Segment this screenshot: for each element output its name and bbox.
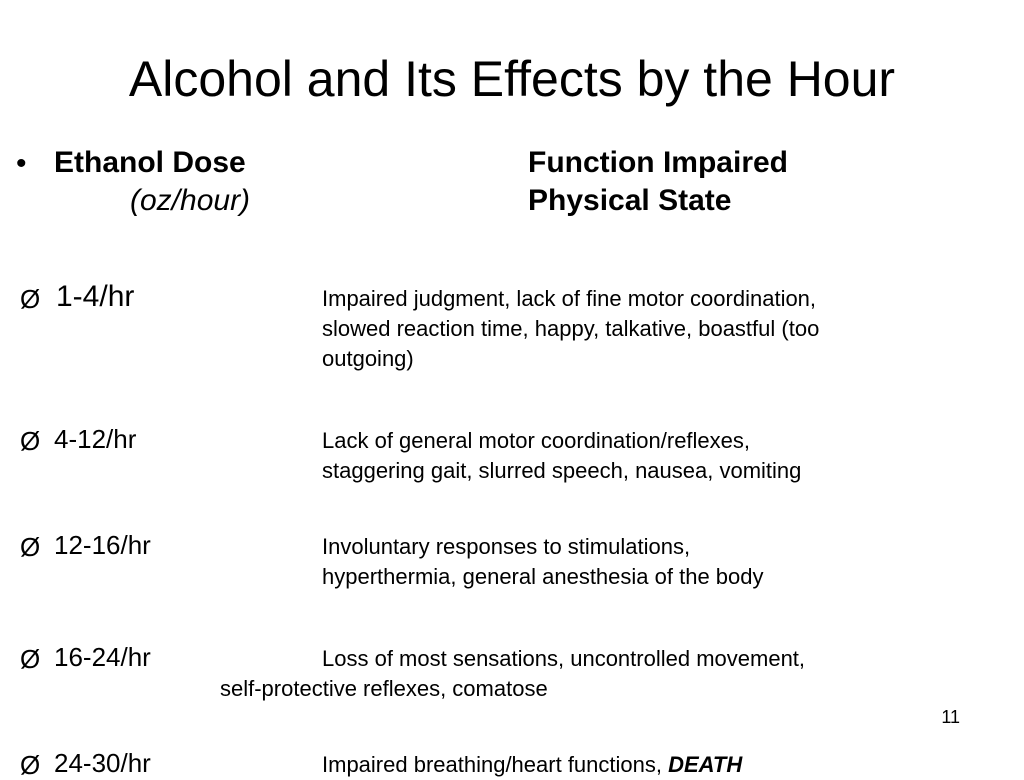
page-number: 11 <box>941 707 960 727</box>
arrow-bullet-icon: Ø <box>20 644 41 674</box>
arrow-bullet-icon: Ø <box>20 284 41 314</box>
effect-line: Involuntary responses to stimulations, <box>322 534 691 559</box>
effect-line: outgoing) <box>322 346 414 371</box>
effect-line: staggering gait, slurred speech, nausea, vomiting <box>322 458 802 483</box>
header-ethanol-dose: Ethanol Dose <box>54 146 246 179</box>
effect-line: Loss of most sensations, uncontrolled movement, <box>322 646 806 671</box>
dose-label: 4-12/hr <box>54 424 137 454</box>
header-function-impaired: Function Impaired <box>528 146 789 179</box>
effect-line <box>322 750 742 780</box>
death-emphasis: DEATH <box>668 752 743 777</box>
effect-line: Lack of general motor coordination/reflexes, <box>322 428 751 453</box>
effect-line: hyperthermia, general anesthesia of the body <box>322 564 764 589</box>
dose-label: 16-24/hr <box>54 642 151 672</box>
effect-text: Impaired breathing/heart functions, <box>322 752 669 777</box>
effect-line: self-protective reflexes, comatose <box>220 676 548 701</box>
slide-title: Alcohol and Its Effects by the Hour <box>128 51 896 107</box>
effect-line: slowed reaction time, happy, talkative, boastful (too <box>322 316 820 341</box>
header-physical-state: Physical State <box>528 184 732 217</box>
dose-label: 12-16/hr <box>54 530 151 560</box>
effect-line: Impaired judgment, lack of fine motor coordination, <box>322 286 817 311</box>
dose-label: 1-4/hr <box>56 280 135 313</box>
header-bullet: • <box>16 147 27 180</box>
arrow-bullet-icon: Ø <box>20 750 41 780</box>
dose-label: 24-30/hr <box>54 748 151 778</box>
arrow-bullet-icon: Ø <box>20 426 41 456</box>
header-dose-unit: (oz/hour) <box>130 184 251 217</box>
arrow-bullet-icon: Ø <box>20 532 41 562</box>
